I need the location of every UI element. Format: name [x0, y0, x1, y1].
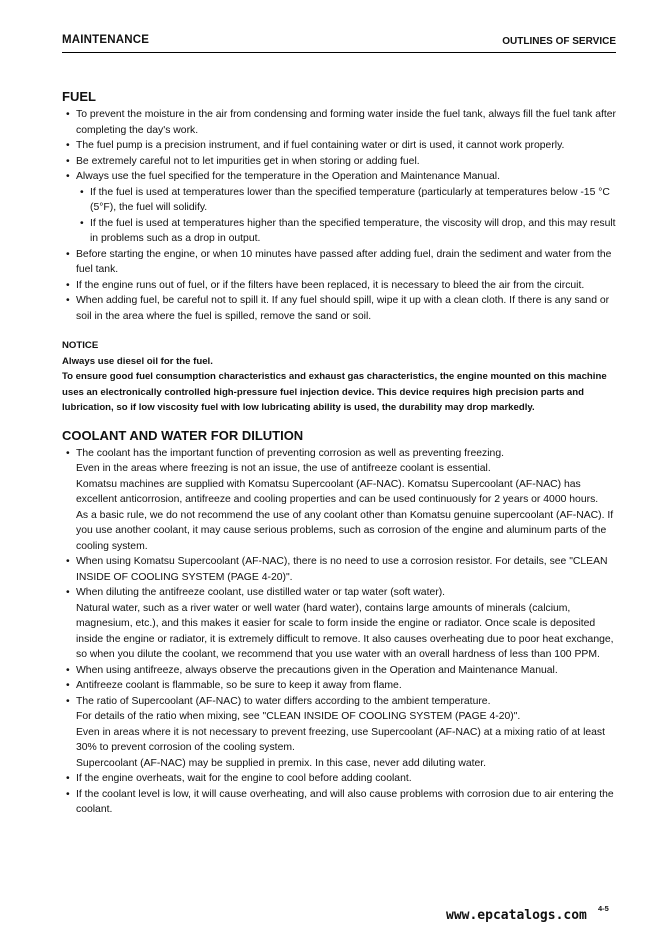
- list-item: [62, 694, 618, 772]
- sub-list-item: • If the fuel is used at temperatures higher than the specified temperature, the viscosity will drop, and this may result in problems such as a drop in output.: [62, 216, 618, 247]
- header-section-title: MAINTENANCE: [62, 34, 150, 46]
- list-item: • When adding fuel, be careful not to spill it. If any fuel should spill, wipe it up with a clean cloth. If there is any sand or soil in the area where the fuel is spilled, remove the sand or soil.: [62, 293, 618, 324]
- coolant-list: [62, 446, 618, 818]
- page-header: [62, 34, 616, 53]
- notice-title: NOTICE: [62, 340, 99, 351]
- paragraph: • When diluting the antifreeze coolant, use distilled water or tap water (soft water).: [76, 587, 446, 598]
- list-item: [62, 771, 618, 787]
- paragraph: • When using Komatsu Supercoolant (AF-NAC), there is no need to use a corrosion resistor. For details, see "CLEAN INSIDE OF COOLING SYSTEM (PAGE 4-20)".: [76, 556, 608, 583]
- paragraph: • The ratio of Supercoolant (AF-NAC) to water differs according to the ambient temperature.: [76, 695, 491, 707]
- page-number: 4-5: [598, 904, 609, 913]
- paragraph: Natural water, such as a river water or well water (hard water), contains large amounts of minerals (calcium, magnesium, etc.), and this makes it easier for scale to form inside the engine or radiator. Once scale is deposited inside the engine or radiator, it is extremely difficult to remove. It also causes overheating due to poor heat exchange, so when you dilute the coolant, we recommend that you use water with an overall hardness of less than 100 PPM.: [76, 602, 614, 660]
- paragraph: Komatsu machines are supplied with Komatsu Supercoolant (AF-NAC). Komatsu Supercoolant (AF-NAC) has excellent anticorrosion, antifreeze and cooling properties and can be used continuously for 2 years or 4000 hours.: [76, 478, 599, 505]
- paragraph: Even in areas where it is not necessary to prevent freezing, use Supercoolant (AF-NAC) at a mixing ratio of at least 30% to prevent corrosion of the cooling system.: [76, 726, 606, 753]
- list-item: • If the engine runs out of fuel, or if the filters have been replaced, it is necessary to bleed the air from the circuit.: [62, 278, 618, 294]
- list-item: [62, 678, 618, 694]
- coolant-heading: COOLANT AND WATER FOR DILUTION: [62, 427, 304, 443]
- paragraph: • The coolant has the important function of preventing corrosion as well as preventing freezing.: [76, 447, 504, 459]
- list-item: [62, 663, 618, 679]
- list-item: [62, 585, 618, 663]
- watermark-url: www.epcatalogs.com: [446, 908, 587, 923]
- list-item: • Before starting the engine, or when 10 minutes have passed after adding fuel, drain the sediment and water from the fuel tank.: [62, 247, 618, 278]
- paragraph: • Antifreeze coolant is flammable, so be sure to keep it away from flame.: [76, 680, 402, 691]
- paragraph: • If the engine overheats, wait for the engine to cool before adding coolant.: [76, 773, 412, 784]
- paragraph: • When using antifreeze, always observe the precautions given in the Operation and Maintenance Manual.: [76, 664, 558, 676]
- page-content: [62, 89, 618, 818]
- fuel-list: [62, 107, 618, 324]
- notice-body: To ensure good fuel consumption characteristics and exhaust gas characteristics, the engine mounted on this machine uses an electronically controlled high-pressure fuel injection device. This device requires high precision parts and lubrication, so if low viscosity fuel with low lubricating ability is used, the durability may drop markedly.: [62, 371, 607, 413]
- sub-list-item: • If the fuel is used at temperatures lower than the specified temperature (particularly at temperatures below -15 °C (5°F), the fuel will solidify.: [62, 185, 618, 216]
- paragraph: • If the coolant level is low, it will cause overheating, and will also cause problems with corrosion due to air entering the coolant.: [76, 788, 614, 815]
- list-item: • Always use the fuel specified for the temperature in the Operation and Maintenance Manual.: [62, 169, 618, 185]
- notice-box: [62, 338, 618, 416]
- list-item: • The fuel pump is a precision instrument, and if fuel containing water or dirt is used, it cannot work properly.: [62, 138, 618, 154]
- paragraph: As a basic rule, we do not recommend the use of any coolant other than Komatsu genuine supercoolant (AF-NAC). If you use another coolant, it may cause serious problems, such as corrosion of the engine and aluminum parts of the cooling system.: [76, 509, 614, 552]
- list-item: [62, 446, 618, 555]
- notice-line: Always use diesel oil for the fuel.: [62, 355, 213, 367]
- list-item: [62, 787, 618, 818]
- paragraph: Supercoolant (AF-NAC) may be supplied in premix. In this case, never add diluting water.: [76, 757, 487, 769]
- list-item: • To prevent the moisture in the air from condensing and forming water inside the fuel tank, always fill the fuel tank after completing the day's work.: [62, 107, 618, 138]
- list-item: [62, 554, 618, 585]
- list-item: • Be extremely careful not to let impurities get in when storing or adding fuel.: [62, 154, 618, 170]
- paragraph: Even in the areas where freezing is not an issue, the use of antifreeze coolant is essential.: [76, 463, 491, 474]
- fuel-heading: FUEL: [62, 89, 96, 104]
- paragraph: For details of the ratio when mixing, see "CLEAN INSIDE OF COOLING SYSTEM (PAGE 4-20)".: [76, 711, 521, 722]
- coolant-section: [62, 428, 618, 818]
- header-chapter-title: OUTLINES OF SERVICE: [502, 36, 616, 47]
